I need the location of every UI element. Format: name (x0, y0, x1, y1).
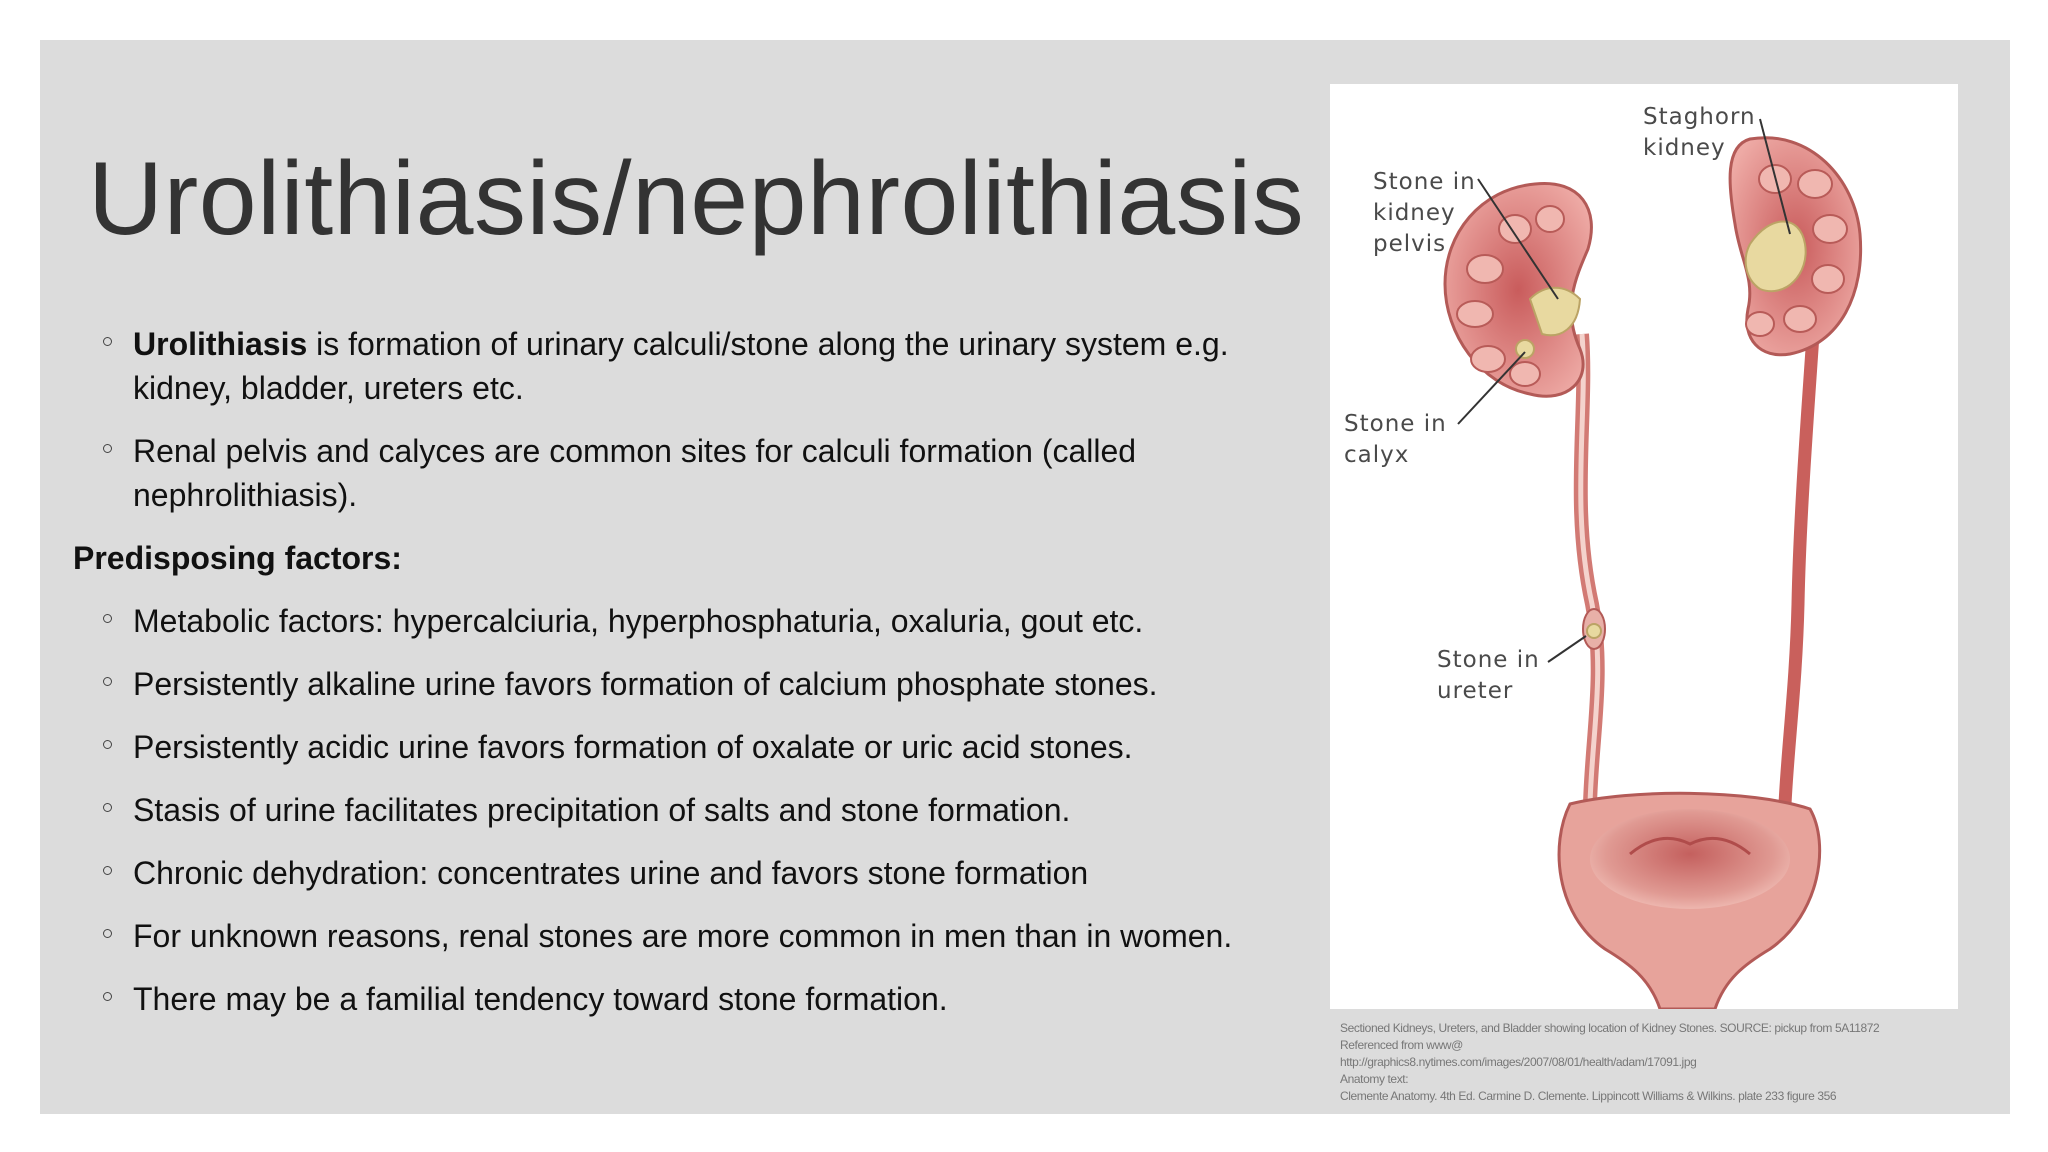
slide-content (73, 322, 1253, 1040)
ureter-label-1: Stone in (1437, 647, 1540, 673)
calyx-stone (1516, 340, 1534, 358)
bullet-circle-icon (103, 866, 112, 875)
pelvis-label-1: Stone in (1373, 169, 1476, 195)
calyx-label-1: Stone in (1344, 411, 1447, 437)
caption-line: http://graphics8.nytimes.com/images/2007/08/01/health/adam/17091.jpg (1340, 1055, 1697, 1069)
bullet-item (103, 662, 1253, 706)
calyx-label-2: calyx (1344, 442, 1410, 468)
figure-caption (1340, 1020, 1980, 1105)
bullet-item (103, 599, 1253, 643)
bullet-circle-icon (103, 677, 112, 686)
bullet-item (103, 788, 1253, 832)
bullet-item (103, 429, 1253, 517)
bullet-item (103, 914, 1253, 958)
caption-line: Referenced from www@ (1340, 1038, 1463, 1052)
kidney-ureter-bladder-diagram (1330, 84, 1958, 1009)
bullet-text: Renal pelvis and calyces are common sites for calculi formation (called nephrolithiasis). (133, 433, 1137, 513)
pelvis-label-3: pelvis (1373, 231, 1447, 257)
predisposing-heading: Predisposing factors: (73, 540, 402, 576)
caption-line: Clemente Anatomy. 4th Ed. Carmine D. Clemente. Lippincott Williams & Wilkins. plate 233 figure 356 (1340, 1089, 1837, 1103)
bullet-text: Stasis of urine facilitates precipitation of salts and stone formation. (133, 792, 1071, 828)
bullet-circle-icon (103, 929, 112, 938)
bullet-text: Persistently alkaline urine favors formation of calcium phosphate stones. (133, 666, 1158, 702)
bullet-text: There may be a familial tendency toward stone formation. (133, 981, 948, 1017)
caption-line: Sectioned Kidneys, Ureters, and Bladder showing location of Kidney Stones. SOURCE: pickup from 5A11872 (1340, 1021, 1880, 1035)
bullet-circle-icon (103, 444, 112, 453)
left-kidney (1445, 183, 1591, 396)
bullet-item (103, 851, 1253, 895)
bullet-text: For unknown reasons, renal stones are more common in men than in women. (133, 918, 1233, 954)
ureter-label-2: ureter (1437, 678, 1514, 704)
urinary-system-illustration (1330, 84, 1958, 1009)
right-kidney (1730, 138, 1861, 355)
ureter-stone (1587, 624, 1601, 638)
bullet-circle-icon (103, 803, 112, 812)
bullet-text: Persistently acidic urine favors formation of oxalate or uric acid stones. (133, 729, 1133, 765)
bullet-text: Metabolic factors: hypercalciuria, hyperphosphaturia, oxaluria, gout etc. (133, 603, 1144, 639)
staghorn-label-1: Staghorn (1643, 104, 1756, 130)
caption-line: Anatomy text: (1340, 1072, 1409, 1086)
bullet-item (103, 725, 1253, 769)
bullet-circle-icon (103, 614, 112, 623)
slide-title: Urolithiasis/nephrolithiasis (88, 141, 1305, 257)
bullet-circle-icon (103, 740, 112, 749)
bullet-item (103, 322, 1253, 410)
right-ureter (1785, 304, 1815, 804)
pelvis-label-2: kidney (1373, 200, 1456, 226)
bullet-item (103, 977, 1253, 1021)
bullet-bold-term: Urolithiasis (133, 326, 308, 362)
staghorn-label-2: kidney (1643, 135, 1726, 161)
bullet-circle-icon (103, 337, 112, 346)
bullet-text: Chronic dehydration: concentrates urine and favors stone formation (133, 855, 1089, 891)
bullet-text: is formation of urinary calculi/stone along the urinary system e.g. kidney, bladder, ureters etc. (133, 326, 1229, 406)
bladder (1559, 793, 1820, 1009)
bullet-circle-icon (103, 992, 112, 1001)
